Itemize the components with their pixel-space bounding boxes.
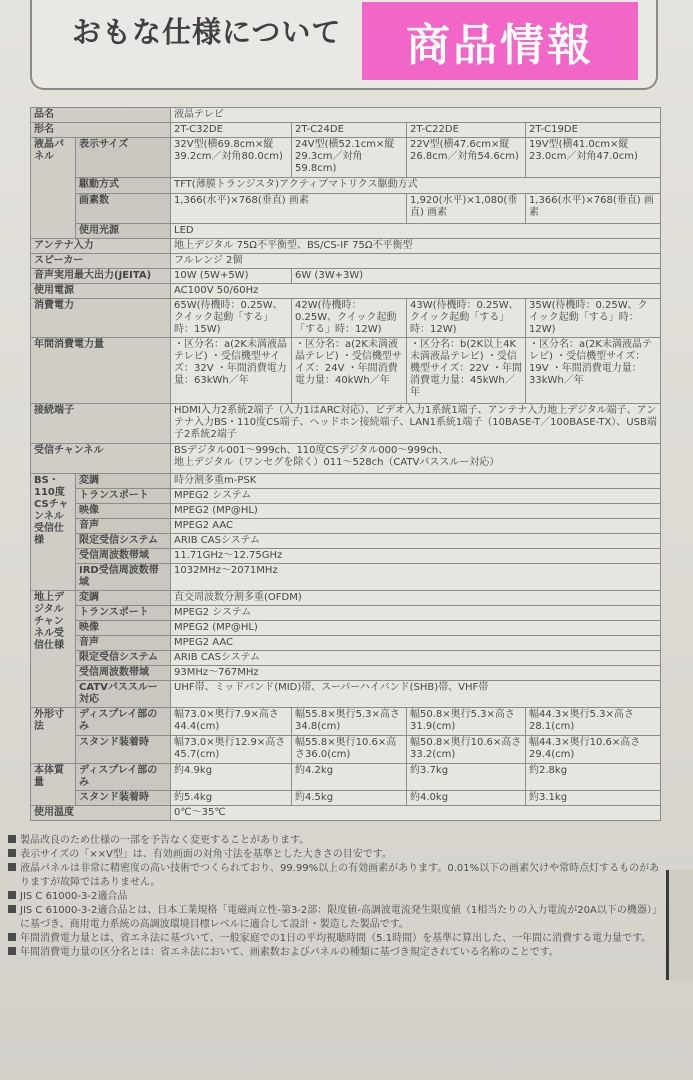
terr-row-label: 映像 xyxy=(76,621,171,636)
annual-32: ・区分名：a(2K未満液晶テレビ) ・受信機型サイズ：32V ・年間消費電力量：63kWh／年 xyxy=(171,338,292,404)
antenna-label: アンテナ入力 xyxy=(31,239,171,254)
bs-row-label: 映像 xyxy=(76,504,171,519)
model-24: 2T-C24DE xyxy=(292,123,407,138)
audio-label: 音声実用最大出力(JEITA) xyxy=(31,269,171,284)
bs-row-value: ARIB CASシステム xyxy=(171,534,661,549)
terr-row-label: トランスポート xyxy=(76,606,171,621)
bs-row-label: 変調 xyxy=(76,474,171,489)
dimensions-label: 外形寸法 xyxy=(31,708,76,764)
drive-label: 駆動方式 xyxy=(76,178,171,194)
square-bullet-icon xyxy=(8,891,16,899)
footnote-item xyxy=(6,834,668,848)
terr-row-value: ARIB CASシステム xyxy=(171,651,661,666)
footnote-item xyxy=(6,848,668,862)
terr-row-value: MPEG2 AAC xyxy=(171,636,661,651)
size-19: 19V型(横41.0cm×縦23.0cm／対角47.0cm) xyxy=(526,138,661,178)
audio-other: 6W (3W+3W) xyxy=(292,269,661,284)
footnotes xyxy=(6,834,668,960)
pixels-32-24: 1,366(水平)×768(垂直) 画素 xyxy=(171,194,407,224)
speaker-value: フルレンジ 2個 xyxy=(171,254,661,269)
footnote-text: 年間消費電力量とは、省エネ法に基づいて、一般家庭での1日の平均視聴時間（5.1時間）を基準に算出した、一年間に消費する電力量です。 xyxy=(20,933,652,944)
annual-19: ・区分名：a(2K未満液晶テレビ) ・受信機型サイズ：19V ・年間消費電力量：33kWh／年 xyxy=(526,338,661,404)
temp-label: 使用温度 xyxy=(31,806,171,821)
bs-row-label: 音声 xyxy=(76,519,171,534)
terr-row-label: 受信周波数帯域 xyxy=(76,666,171,681)
terr-row-value: MPEG2 システム xyxy=(171,606,661,621)
bs-row-label: IRD受信周波数帯域 xyxy=(76,564,171,591)
terr-row-label: CATVパススルー対応 xyxy=(76,681,171,708)
cons-22: 43W(待機時：0.25W、クイック起動「する」時：12W) xyxy=(407,299,526,338)
size-24: 24V型(横52.1cm×縦29.3cm／対角59.8cm) xyxy=(292,138,407,178)
cons-24: 42W(待機時：0.25W、クイック起動「する」時：12W) xyxy=(292,299,407,338)
footnote-item xyxy=(6,904,668,932)
footnote-item xyxy=(6,932,668,946)
footnote-item xyxy=(6,890,668,904)
bs-row-value: 時分割多重m-PSK xyxy=(171,474,661,489)
terr-row-label: 音声 xyxy=(76,636,171,651)
dim-stand-24: 幅55.8×奥行10.6×高さ36.0(cm) xyxy=(292,736,407,764)
pixels-label: 画素数 xyxy=(76,194,171,224)
terr-row-value: MPEG2 (MP@HL) xyxy=(171,621,661,636)
square-bullet-icon xyxy=(8,905,16,913)
terr-row-label: 限定受信システム xyxy=(76,651,171,666)
backlight-value: LED xyxy=(171,224,661,239)
antenna-value: 地上デジタル 75Ω不平衡型、BS/CS-IF 75Ω不平衡型 xyxy=(171,239,661,254)
mass-stand-label: スタンド装着時 xyxy=(76,791,171,806)
cons-32: 65W(待機時：0.25W、クイック起動「する」時：15W) xyxy=(171,299,292,338)
mass-stand-19: 約3.1kg xyxy=(526,791,661,806)
dim-stand-label: スタンド装着時 xyxy=(76,736,171,764)
channels-line-2: 地上デジタル（ワンセグを除く）011〜528ch（CATVパススルー対応） xyxy=(174,457,500,468)
product-label: 品名 xyxy=(31,108,171,123)
channels-label: 受信チャンネル xyxy=(31,444,171,474)
annual-24: ・区分名：a(2K未満液晶テレビ) ・受信機型サイズ：24V ・年間消費電力量：40kWh／年 xyxy=(292,338,407,404)
product-info-tag: 商品情報 xyxy=(362,2,638,80)
channels-line-1: BSデジタル001〜999ch、110度CSデジタル000〜999ch、 xyxy=(174,445,449,456)
footnote-item xyxy=(6,946,668,960)
lcd-panel-label: 液晶パネル xyxy=(31,138,76,239)
dim-display-19: 幅44.3×奥行5.3×高さ28.1(cm) xyxy=(526,708,661,736)
mass-display-24: 約4.2kg xyxy=(292,764,407,791)
footnote-text: 液晶パネルは非常に精密度の高い技術でつくられており、99.99%以上の有効画素があります。0.01%以下の画素欠けや常時点灯するものがありますが故障ではありません。 xyxy=(20,863,660,888)
terr-row-label: 変調 xyxy=(76,591,171,606)
model-19: 2T-C19DE xyxy=(526,123,661,138)
model-32: 2T-C32DE xyxy=(171,123,292,138)
bs-row-label: 受信周波数帯域 xyxy=(76,549,171,564)
annual-label: 年間消費電力量 xyxy=(31,338,171,404)
dim-display-label: ディスプレイ部のみ xyxy=(76,708,171,736)
footnote-text: JIS C 61000-3-2適合品とは、日本工業規格「電磁両立性-第3-2部：限度値-高調波電流発生限度値（1相当たりの入力電流が20A以下の機器）」に基づき、商用電力系統の高調波環境目標レベルに適合して設計・製造した製品です。 xyxy=(20,905,662,930)
footnote-text: 年間消費電力量の区分名とは：省エネ法において、画素数およびパネルの種類に基づき規定されている名称のことです。 xyxy=(20,947,559,958)
mass-stand-22: 約4.0kg xyxy=(407,791,526,806)
terr-row-value: 直交周波数分割多重(OFDM) xyxy=(171,591,661,606)
speaker-label: スピーカー xyxy=(31,254,171,269)
terminals-label: 接続端子 xyxy=(31,404,171,444)
product-value: 液晶テレビ xyxy=(171,108,661,123)
mass-label: 本体質量 xyxy=(31,764,76,806)
drive-value: TFT(薄膜トランジスタ)アクティブマトリクス駆動方式 xyxy=(171,178,661,194)
backlight-label: 使用光源 xyxy=(76,224,171,239)
binder-edge xyxy=(666,870,693,980)
mass-display-19: 約2.8kg xyxy=(526,764,661,791)
bs-row-label: トランスポート xyxy=(76,489,171,504)
footnote-item xyxy=(6,862,668,890)
terr-row-value: 93MHz〜767MHz xyxy=(171,666,661,681)
power-label: 使用電源 xyxy=(31,284,171,299)
dim-display-22: 幅50.8×奥行5.3×高さ31.9(cm) xyxy=(407,708,526,736)
channels-value xyxy=(171,444,661,474)
bs-row-value: 1032MHz〜2071MHz xyxy=(171,564,661,591)
spec-table xyxy=(30,107,661,821)
bs-row-label: 限定受信システム xyxy=(76,534,171,549)
dim-stand-32: 幅73.0×奥行12.9×高さ45.7(cm) xyxy=(171,736,292,764)
terr-section-label: 地上デジタルチャンネル受信仕様 xyxy=(31,591,76,708)
square-bullet-icon xyxy=(8,947,16,955)
footnote-text: 製品改良のため仕様の一部を予告なく変更することがあります。 xyxy=(20,835,310,846)
square-bullet-icon xyxy=(8,933,16,941)
bs-row-value: MPEG2 システム xyxy=(171,489,661,504)
dim-display-32: 幅73.0×奥行7.9×高さ44.4(cm) xyxy=(171,708,292,736)
bs-row-value: 11.71GHz〜12.75GHz xyxy=(171,549,661,564)
audio-32: 10W (5W+5W) xyxy=(171,269,292,284)
mass-display-22: 約3.7kg xyxy=(407,764,526,791)
square-bullet-icon xyxy=(8,835,16,843)
size-32: 32V型(横69.8cm×縦39.2cm／対角80.0cm) xyxy=(171,138,292,178)
terr-row-value: UHF帯、ミッドバンド(MID)帯、スーパーハイバンド(SHB)帯、VHF帯 xyxy=(171,681,661,708)
model-label: 形名 xyxy=(31,123,171,138)
mass-stand-32: 約5.4kg xyxy=(171,791,292,806)
dim-stand-19: 幅44.3×奥行10.6×高さ29.4(cm) xyxy=(526,736,661,764)
dim-stand-22: 幅50.8×奥行10.6×高さ33.2(cm) xyxy=(407,736,526,764)
bs-section-label: BS・110度CSチャンネル受信仕様 xyxy=(31,474,76,591)
bs-row-value: MPEG2 (MP@HL) xyxy=(171,504,661,519)
terminals-value: HDMI入力2系統2端子（入力1はARC対応）、ビデオ入力1系統1端子、アンテナ入力地上デジタル端子、アンテナ入力BS・110度CS端子、ヘッドホン接続端子、LAN1系統1端子（10BASE-T／100BASE-TX）、USB端子2系統2端子 xyxy=(171,404,661,444)
footnote-text: 表示サイズの「××V型」は、有効画面の対角寸法を基準とした大きさの目安です。 xyxy=(20,849,392,860)
section-title: おもな仕様について xyxy=(72,15,342,49)
display-size-label: 表示サイズ xyxy=(76,138,171,178)
bs-row-value: MPEG2 AAC xyxy=(171,519,661,534)
dim-display-24: 幅55.8×奥行5.3×高さ34.8(cm) xyxy=(292,708,407,736)
consumption-label: 消費電力 xyxy=(31,299,171,338)
square-bullet-icon xyxy=(8,849,16,857)
cons-19: 35W(待機時：0.25W、クイック起動「する」時：12W) xyxy=(526,299,661,338)
pixels-19: 1,366(水平)×768(垂直) 画素 xyxy=(526,194,661,224)
pixels-22: 1,920(水平)×1,080(垂直) 画素 xyxy=(407,194,526,224)
mass-stand-24: 約4.5kg xyxy=(292,791,407,806)
size-22: 22V型(横47.6cm×縦26.8cm／対角54.6cm) xyxy=(407,138,526,178)
annual-22: ・区分名：b(2K以上4K未満液晶テレビ) ・受信機型サイズ：22V ・年間消費電力量：45kWh／年 xyxy=(407,338,526,404)
temp-value: 0℃〜35℃ xyxy=(171,806,661,821)
mass-display-32: 約4.9kg xyxy=(171,764,292,791)
footnote-text: JIS C 61000-3-2適合品 xyxy=(20,891,128,902)
model-22: 2T-C22DE xyxy=(407,123,526,138)
square-bullet-icon xyxy=(8,863,16,871)
mass-display-label: ディスプレイ部のみ xyxy=(76,764,171,791)
power-value: AC100V 50/60Hz xyxy=(171,284,661,299)
